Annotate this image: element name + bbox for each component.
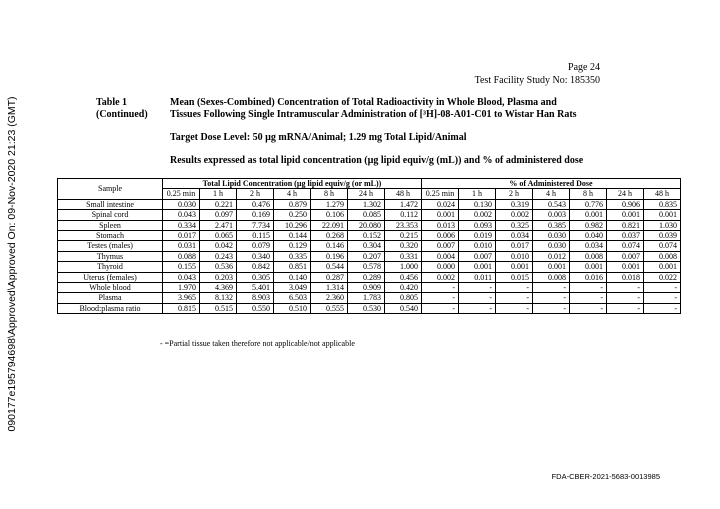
time-header: 24 h <box>348 189 385 199</box>
concentration-cell: 0.155 <box>163 262 200 272</box>
percent-dose-cell: 0.325 <box>496 220 533 230</box>
concentration-cell: 1.314 <box>311 283 348 293</box>
table-row <box>58 241 681 251</box>
percent-dose-cell: 0.001 <box>607 262 644 272</box>
percent-dose-cell: 0.007 <box>459 251 496 261</box>
concentration-cell: 8.903 <box>237 293 274 303</box>
percent-dose-cell: 0.006 <box>422 231 459 241</box>
table-body <box>58 199 681 313</box>
time-header: 4 h <box>274 189 311 199</box>
concentration-cell: 0.320 <box>385 241 422 251</box>
table-row <box>58 199 681 209</box>
percent-dose-cell: 0.002 <box>459 210 496 220</box>
page-number: Page 24 <box>568 62 600 73</box>
results-expression: Results expressed as total lipid concentration (µg lipid equiv/g (mL)) and % of administered dose <box>170 155 584 166</box>
concentration-cell: 0.043 <box>163 272 200 282</box>
table-group-header-row <box>58 179 681 189</box>
sample-name: Uterus (females) <box>58 272 163 282</box>
percent-dose-cell: 0.008 <box>533 272 570 282</box>
concentration-header: Total Lipid Concentration (µg lipid equiv/g (or mL)) <box>163 179 422 189</box>
percent-dose-cell: 0.040 <box>570 231 607 241</box>
concentration-cell: 0.340 <box>237 251 274 261</box>
concentration-cell: 6.503 <box>274 293 311 303</box>
sample-name: Thyroid <box>58 262 163 272</box>
sample-name: Spleen <box>58 220 163 230</box>
percent-dose-cell: 0.003 <box>533 210 570 220</box>
concentration-cell: 0.169 <box>237 210 274 220</box>
concentration-cell: 0.879 <box>274 199 311 209</box>
concentration-cell: 0.544 <box>311 262 348 272</box>
percent-dose-cell: 0.000 <box>422 262 459 272</box>
concentration-cell: 0.515 <box>200 303 237 313</box>
table-label <box>96 97 148 121</box>
concentration-cell: 0.106 <box>311 210 348 220</box>
concentration-cell: 0.540 <box>385 303 422 313</box>
percent-dose-cell: 0.001 <box>644 262 681 272</box>
dose-level: Target Dose Level: 50 µg mRNA/Animal; 1.29 mg Total Lipid/Animal <box>170 132 467 143</box>
document-reference: FDA-CBER-2021-5683-0013985 <box>551 472 660 481</box>
sample-name: Small intestine <box>58 199 163 209</box>
percent-dose-cell: - <box>607 293 644 303</box>
percent-dose-cell: 0.001 <box>459 262 496 272</box>
percent-dose-cell: - <box>459 303 496 313</box>
concentration-cell: 0.287 <box>311 272 348 282</box>
percent-dose-cell: 0.001 <box>570 262 607 272</box>
concentration-cell: 0.578 <box>348 262 385 272</box>
concentration-cell: 0.851 <box>274 262 311 272</box>
concentration-cell: 0.456 <box>385 272 422 282</box>
footnote: - =Partial tissue taken therefore not applicable/not applicable <box>160 339 355 348</box>
concentration-cell: 23.353 <box>385 220 422 230</box>
concentration-cell: 0.065 <box>200 231 237 241</box>
percent-dose-cell: - <box>496 293 533 303</box>
concentration-cell: 0.536 <box>200 262 237 272</box>
percent-dose-cell: - <box>459 283 496 293</box>
percent-dose-cell: 0.030 <box>533 241 570 251</box>
percent-dose-cell: 0.093 <box>459 220 496 230</box>
percent-dose-cell: 0.016 <box>570 272 607 282</box>
time-header: 8 h <box>311 189 348 199</box>
table-row <box>58 272 681 282</box>
concentration-cell: 0.250 <box>274 210 311 220</box>
concentration-cell: 0.088 <box>163 251 200 261</box>
concentration-cell: 1.970 <box>163 283 200 293</box>
percent-dose-cell: 0.018 <box>607 272 644 282</box>
table-row <box>58 262 681 272</box>
concentration-cell: 0.085 <box>348 210 385 220</box>
percent-dose-cell: - <box>422 293 459 303</box>
concentration-cell: 8.132 <box>200 293 237 303</box>
percent-dose-cell: 0.002 <box>422 272 459 282</box>
sample-name: Whole blood <box>58 283 163 293</box>
percent-dose-cell: 0.024 <box>422 199 459 209</box>
percent-dose-cell: 0.001 <box>496 262 533 272</box>
percent-dose-cell: - <box>607 303 644 313</box>
concentration-cell: 0.243 <box>200 251 237 261</box>
data-table <box>57 178 681 314</box>
concentration-cell: 0.305 <box>237 272 274 282</box>
percent-dose-cell: - <box>533 303 570 313</box>
concentration-cell: 0.112 <box>385 210 422 220</box>
concentration-cell: 4.369 <box>200 283 237 293</box>
concentration-cell: 1.783 <box>348 293 385 303</box>
table-row <box>58 293 681 303</box>
table-label-line1: Table 1 <box>96 97 128 108</box>
percent-dose-cell: 0.001 <box>570 210 607 220</box>
percent-dose-cell: 0.034 <box>570 241 607 251</box>
concentration-cell: 2.360 <box>311 293 348 303</box>
percent-dose-cell: 0.010 <box>459 241 496 251</box>
percent-dose-cell: - <box>496 303 533 313</box>
time-header: 24 h <box>607 189 644 199</box>
percent-dose-cell: - <box>644 303 681 313</box>
percent-dose-cell: 0.011 <box>459 272 496 282</box>
percent-dose-cell: 0.037 <box>607 231 644 241</box>
percent-dose-cell: 0.074 <box>607 241 644 251</box>
concentration-cell: 0.476 <box>237 199 274 209</box>
concentration-cell: 7.734 <box>237 220 274 230</box>
time-header: 4 h <box>533 189 570 199</box>
concentration-cell: 1.472 <box>385 199 422 209</box>
concentration-cell: 0.030 <box>163 199 200 209</box>
percent-dose-cell: 0.130 <box>459 199 496 209</box>
percent-dose-cell: 0.001 <box>644 210 681 220</box>
sample-name: Stomach <box>58 231 163 241</box>
sample-name: Thymus <box>58 251 163 261</box>
table-row <box>58 231 681 241</box>
concentration-cell: 0.079 <box>237 241 274 251</box>
concentration-cell: 0.152 <box>348 231 385 241</box>
concentration-cell: 0.196 <box>311 251 348 261</box>
concentration-cell: 0.215 <box>385 231 422 241</box>
concentration-cell: 0.530 <box>348 303 385 313</box>
concentration-cell: 2.471 <box>200 220 237 230</box>
table-title-line1: Mean (Sexes-Combined) Concentration of Total Radioactivity in Whole Blood, Plasma and <box>170 97 557 108</box>
percent-dose-cell: - <box>570 293 607 303</box>
time-header: 2 h <box>237 189 274 199</box>
concentration-cell: 0.304 <box>348 241 385 251</box>
concentration-cell: 0.031 <box>163 241 200 251</box>
percent-dose-cell: 0.008 <box>644 251 681 261</box>
percent-dose-cell: 0.008 <box>570 251 607 261</box>
concentration-cell: 3.965 <box>163 293 200 303</box>
percent-dose-cell: 0.001 <box>607 210 644 220</box>
time-header: 2 h <box>496 189 533 199</box>
percent-dose-cell: - <box>644 293 681 303</box>
sample-name: Testes (males) <box>58 241 163 251</box>
percent-dose-cell: - <box>422 303 459 313</box>
concentration-cell: 0.555 <box>311 303 348 313</box>
percent-dose-cell: 0.776 <box>570 199 607 209</box>
percent-dose-cell: 0.007 <box>607 251 644 261</box>
concentration-cell: 0.815 <box>163 303 200 313</box>
concentration-cell: 0.207 <box>348 251 385 261</box>
concentration-cell: 0.203 <box>200 272 237 282</box>
percent-dose-header: % of Administered Dose <box>422 179 681 189</box>
concentration-cell: 1.000 <box>385 262 422 272</box>
percent-dose-cell: 0.821 <box>607 220 644 230</box>
concentration-cell: 0.097 <box>200 210 237 220</box>
time-header: 1 h <box>459 189 496 199</box>
concentration-cell: 0.805 <box>385 293 422 303</box>
percent-dose-cell: 0.022 <box>644 272 681 282</box>
time-header: 8 h <box>570 189 607 199</box>
percent-dose-cell: - <box>607 283 644 293</box>
concentration-cell: 0.043 <box>163 210 200 220</box>
concentration-cell: 0.144 <box>274 231 311 241</box>
percent-dose-cell: - <box>459 293 496 303</box>
percent-dose-cell: 0.017 <box>496 241 533 251</box>
percent-dose-cell: 0.030 <box>533 231 570 241</box>
concentration-cell: 0.335 <box>274 251 311 261</box>
time-header: 48 h <box>385 189 422 199</box>
percent-dose-cell: 0.034 <box>496 231 533 241</box>
percent-dose-cell: 0.385 <box>533 220 570 230</box>
concentration-cell: 0.550 <box>237 303 274 313</box>
concentration-cell: 22.091 <box>311 220 348 230</box>
concentration-cell: 0.042 <box>200 241 237 251</box>
percent-dose-cell: - <box>644 283 681 293</box>
time-header: 0.25 min <box>163 189 200 199</box>
concentration-cell: 5.401 <box>237 283 274 293</box>
concentration-cell: 0.331 <box>385 251 422 261</box>
percent-dose-cell: 0.007 <box>422 241 459 251</box>
sample-name: Plasma <box>58 293 163 303</box>
percent-dose-cell: 0.010 <box>496 251 533 261</box>
concentration-cell: 0.146 <box>311 241 348 251</box>
concentration-cell: 0.909 <box>348 283 385 293</box>
study-number: Test Facility Study No: 185350 <box>474 75 600 86</box>
percent-dose-cell: - <box>533 283 570 293</box>
concentration-cell: 0.129 <box>274 241 311 251</box>
concentration-cell: 1.302 <box>348 199 385 209</box>
time-header: 48 h <box>644 189 681 199</box>
percent-dose-cell: 0.906 <box>607 199 644 209</box>
concentration-cell: 20.080 <box>348 220 385 230</box>
sample-name: Spinal cord <box>58 210 163 220</box>
percent-dose-cell: 0.004 <box>422 251 459 261</box>
table-row <box>58 210 681 220</box>
percent-dose-cell: 0.039 <box>644 231 681 241</box>
percent-dose-cell: - <box>570 303 607 313</box>
table-row <box>58 303 681 313</box>
percent-dose-cell: 0.012 <box>533 251 570 261</box>
percent-dose-cell: 0.074 <box>644 241 681 251</box>
concentration-cell: 10.296 <box>274 220 311 230</box>
time-header: 1 h <box>200 189 237 199</box>
percent-dose-cell: - <box>496 283 533 293</box>
percent-dose-cell: 0.543 <box>533 199 570 209</box>
time-header: 0.25 min <box>422 189 459 199</box>
table-row <box>58 220 681 230</box>
concentration-cell: 0.115 <box>237 231 274 241</box>
concentration-cell: 0.510 <box>274 303 311 313</box>
concentration-cell: 0.842 <box>237 262 274 272</box>
table-row <box>58 283 681 293</box>
approval-stamp: 090177e195794698\Approved\Approved On: 09-Nov-2020 21:23 (GMT) <box>6 96 18 432</box>
concentration-cell: 0.268 <box>311 231 348 241</box>
percent-dose-cell: - <box>533 293 570 303</box>
percent-dose-cell: - <box>422 283 459 293</box>
sample-name: Blood:plasma ratio <box>58 303 163 313</box>
percent-dose-cell: 0.015 <box>496 272 533 282</box>
concentration-cell: 0.221 <box>200 199 237 209</box>
percent-dose-cell: - <box>570 283 607 293</box>
percent-dose-cell: 0.001 <box>422 210 459 220</box>
sample-header: Sample <box>58 179 163 200</box>
concentration-cell: 0.334 <box>163 220 200 230</box>
table-label-line2: (Continued) <box>96 109 148 120</box>
table-title-line2: Tissues Following Single Intramuscular Administration of [³H]-08-A01-C01 to Wistar Han Rats <box>170 109 577 120</box>
table-title <box>170 97 610 121</box>
percent-dose-cell: 1.030 <box>644 220 681 230</box>
percent-dose-cell: 0.001 <box>533 262 570 272</box>
percent-dose-cell: 0.019 <box>459 231 496 241</box>
concentration-cell: 0.420 <box>385 283 422 293</box>
concentration-cell: 0.289 <box>348 272 385 282</box>
percent-dose-cell: 0.835 <box>644 199 681 209</box>
table-row <box>58 251 681 261</box>
concentration-cell: 1.279 <box>311 199 348 209</box>
percent-dose-cell: 0.982 <box>570 220 607 230</box>
concentration-cell: 3.049 <box>274 283 311 293</box>
concentration-cell: 0.017 <box>163 231 200 241</box>
percent-dose-cell: 0.002 <box>496 210 533 220</box>
concentration-cell: 0.140 <box>274 272 311 282</box>
percent-dose-cell: 0.013 <box>422 220 459 230</box>
percent-dose-cell: 0.319 <box>496 199 533 209</box>
